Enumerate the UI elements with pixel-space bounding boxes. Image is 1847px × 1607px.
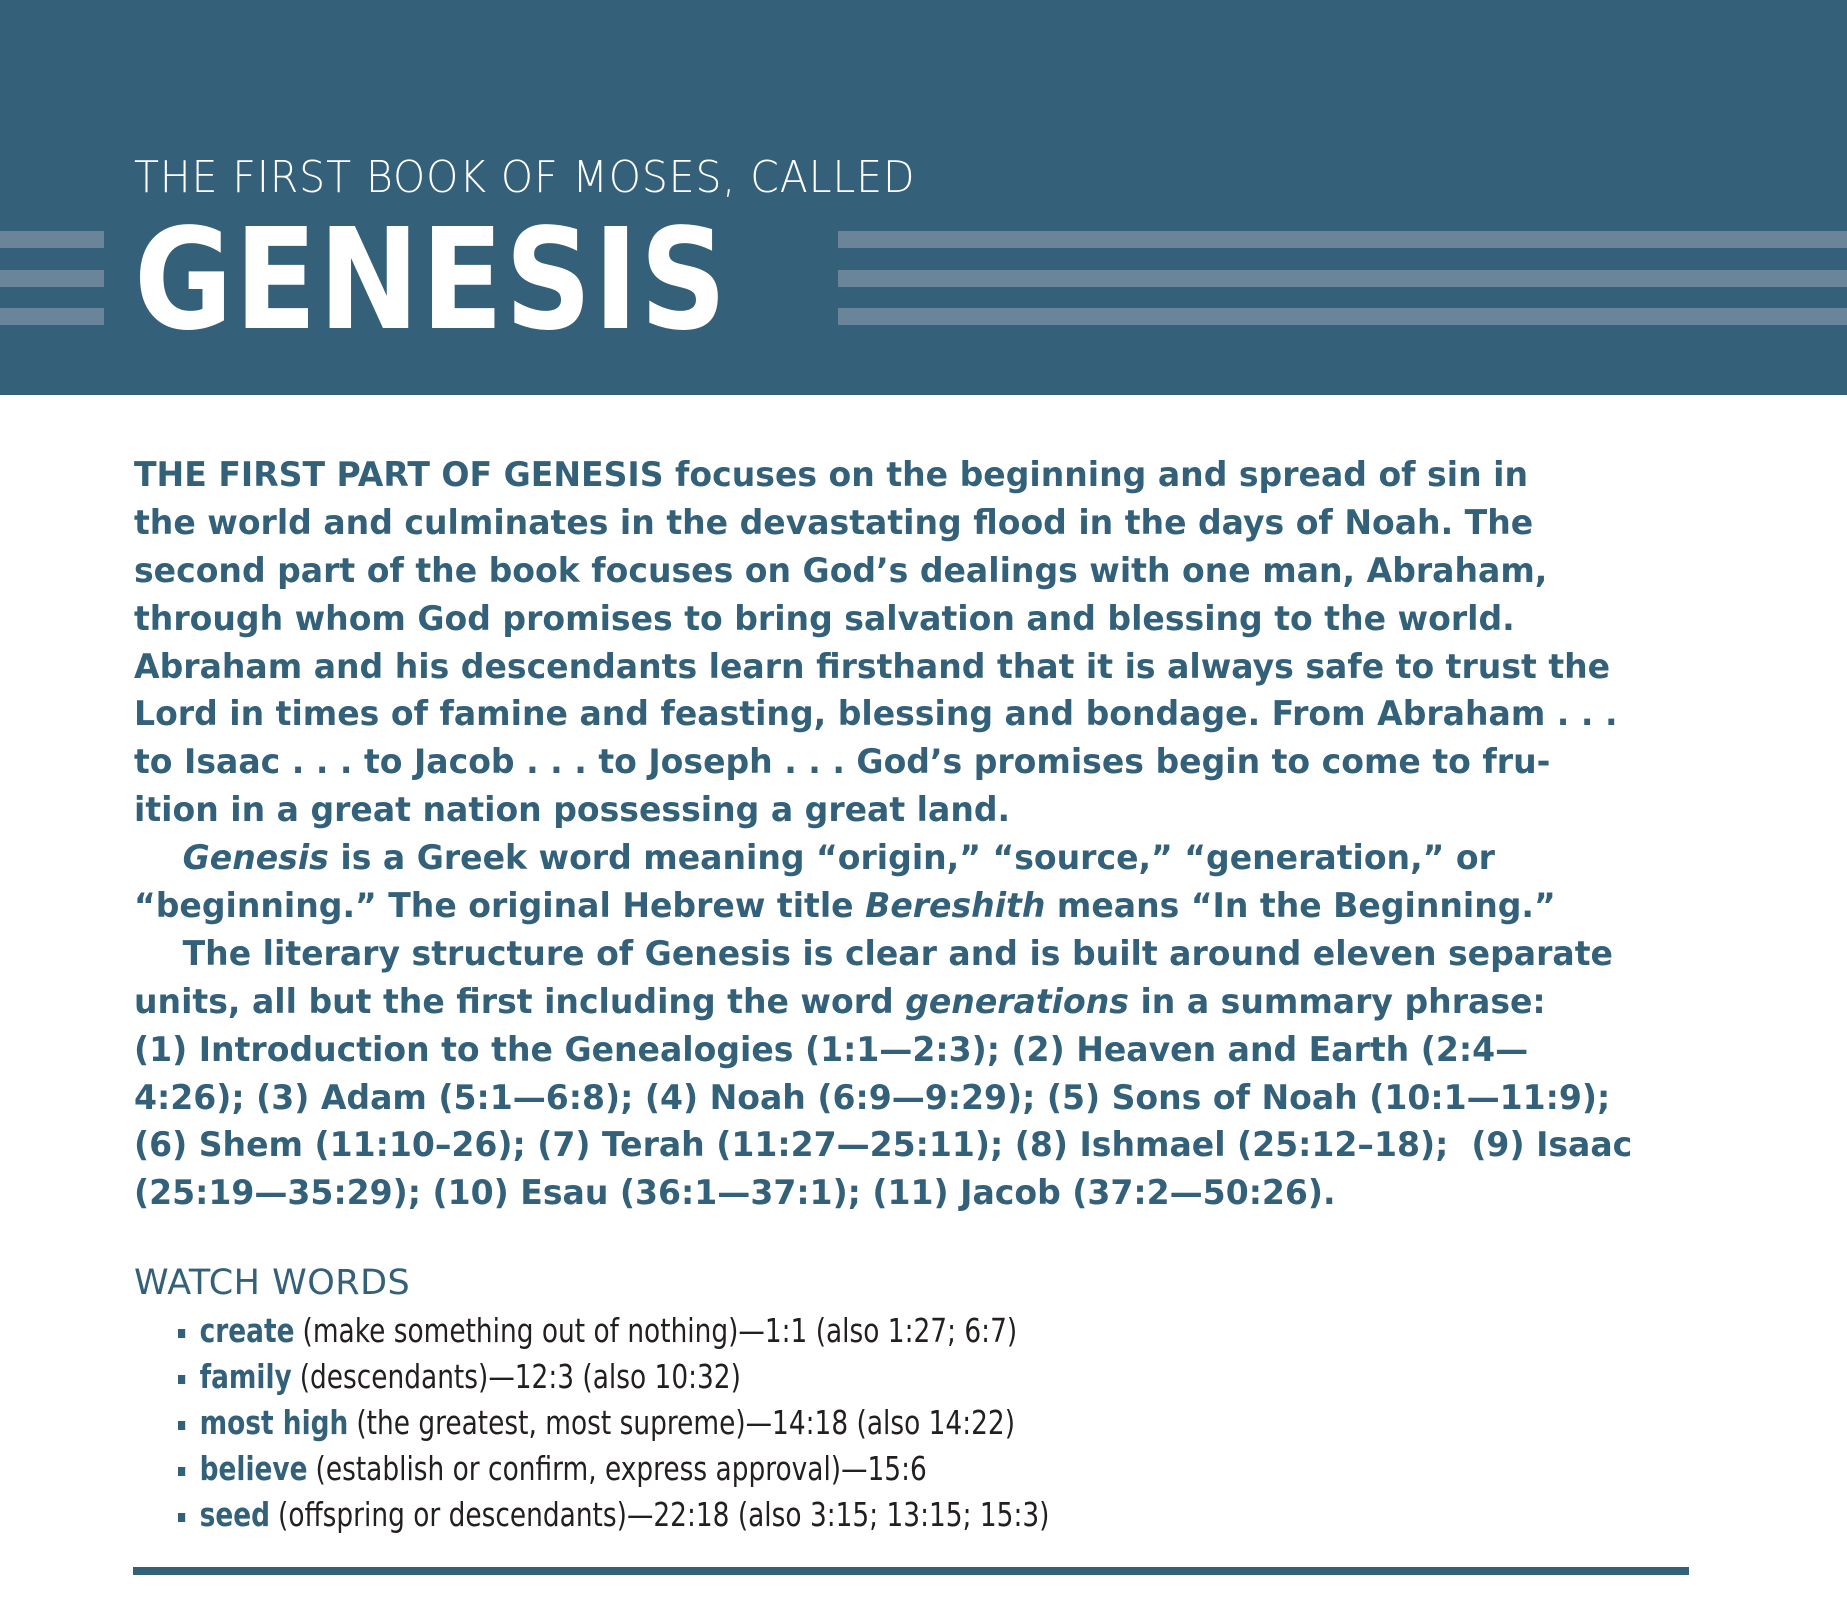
decorative-stripe-right-1: [838, 231, 1847, 248]
text-segment: Abraham and his descendants learn firsthand that it is always safe to trust the: [134, 646, 1611, 687]
watch-words-heading: WATCH WORDS: [134, 1263, 411, 1303]
watch-word-definition: (offspring or descendants)—22:18 (also 3:15; 13:15; 15:3): [278, 1495, 1050, 1534]
italic-term: Bereshith: [865, 886, 1046, 927]
watch-word-definition: (the greatest, most supreme)—14:18 (also 14:22): [356, 1403, 1016, 1442]
watch-word-definition: (make something out of nothing)—1:1 (also 1:27; 6:7): [302, 1311, 1018, 1350]
text-segment: through whom God promises to bring salvation and blessing to the world.: [134, 598, 1515, 639]
text-segment: “beginning.” The original Hebrew title: [134, 886, 866, 927]
text-line: [134, 931, 1690, 979]
text-segment: (25:19—35:29); (10) Esau (36:1—37:1); (11) Jacob (37:2—50:26).: [134, 1173, 1336, 1214]
watch-word-item: [178, 1354, 1378, 1400]
text-segment: THE FIRST PART OF GENESIS focuses on the beginning and spread of sin in: [134, 455, 1529, 495]
text-line: [134, 835, 1690, 883]
text-line: [134, 1075, 1690, 1123]
text-line: [134, 883, 1690, 931]
watch-word-term: seed: [199, 1495, 271, 1534]
text-line: [134, 1122, 1690, 1170]
book-subtitle: THE FIRST BOOK OF MOSES, CALLED: [134, 152, 916, 203]
text-segment: ition in a great nation possessing a great land.: [134, 790, 1011, 831]
watch-word-term: create: [199, 1311, 295, 1350]
square-bullet-icon: [178, 1329, 185, 1338]
book-title: GENESIS: [134, 199, 729, 362]
text-segment: to Isaac . . . to Jacob . . . to Joseph . . . God’s promises begin to come to fru-: [134, 742, 1551, 783]
text-segment: (6) Shem (11:10–26); (7) Terah (11:27—25:11); (8) Ishmael (25:12–18); (9) Isaac: [134, 1125, 1633, 1166]
text-segment: The literary structure of Genesis is clear and is built around eleven separate: [182, 933, 1613, 974]
decorative-stripe-left-1: [0, 231, 104, 248]
text-line: [134, 1027, 1690, 1075]
square-bullet-icon: [178, 1375, 185, 1384]
text-segment: the world and culminates in the devastating flood in the days of Noah. The: [134, 502, 1534, 543]
decorative-stripe-left-3: [0, 308, 104, 325]
text-segment: second part of the book focuses on God’s dealings with one man, Abraham,: [134, 550, 1548, 591]
square-bullet-icon: [178, 1513, 185, 1522]
watch-word-item: [178, 1400, 1378, 1446]
watch-word-term: most high: [199, 1403, 349, 1442]
text-segment: 4:26); (3) Adam (5:1—6:8); (4) Noah (6:9—9:29); (5) Sons of Noah (10:1—11:9);: [134, 1077, 1611, 1118]
text-line: [134, 691, 1690, 739]
text-segment: (1) Introduction to the Genealogies (1:1—2:3); (2) Heaven and Earth (2:4—: [134, 1029, 1529, 1070]
watch-word-definition: (establish or confirm, express approval)—15:6: [315, 1449, 927, 1488]
watch-word-item: [178, 1308, 1378, 1354]
text-segment: means “In the Beginning.”: [1045, 886, 1556, 927]
text-line: [134, 500, 1690, 548]
text-segment: Lord in times of famine and feasting, blessing and bondage. From Abraham . . .: [134, 694, 1618, 735]
italic-term: generations: [905, 981, 1129, 1022]
introduction-text: [134, 452, 1734, 1218]
watch-word-item: [178, 1446, 1378, 1492]
text-segment: in a summary phrase:: [1128, 981, 1546, 1022]
decorative-stripe-right-2: [838, 270, 1847, 287]
text-line: [134, 739, 1690, 787]
text-segment: units, all but the first including the word: [134, 981, 906, 1022]
italic-term: Genesis: [182, 838, 329, 879]
watch-word-term: family: [199, 1357, 292, 1396]
text-line: [134, 979, 1690, 1027]
text-line: [134, 787, 1690, 835]
text-segment: is a Greek word meaning “origin,” “source,” “generation,” or: [328, 838, 1495, 879]
text-line: [134, 548, 1690, 596]
text-line: [134, 596, 1690, 644]
text-line: [134, 1170, 1690, 1218]
bottom-divider: [133, 1567, 1689, 1575]
text-line: [134, 644, 1690, 692]
decorative-stripe-right-3: [838, 308, 1847, 325]
decorative-stripe-left-2: [0, 270, 104, 287]
square-bullet-icon: [178, 1467, 185, 1476]
watch-word-definition: (descendants)—12:3 (also 10:32): [299, 1357, 741, 1396]
watch-word-item: [178, 1492, 1378, 1538]
square-bullet-icon: [178, 1421, 185, 1430]
text-line: [134, 452, 1690, 500]
title-banner: [0, 0, 1847, 395]
watch-words-list: [178, 1308, 1678, 1538]
watch-word-term: believe: [199, 1449, 308, 1488]
